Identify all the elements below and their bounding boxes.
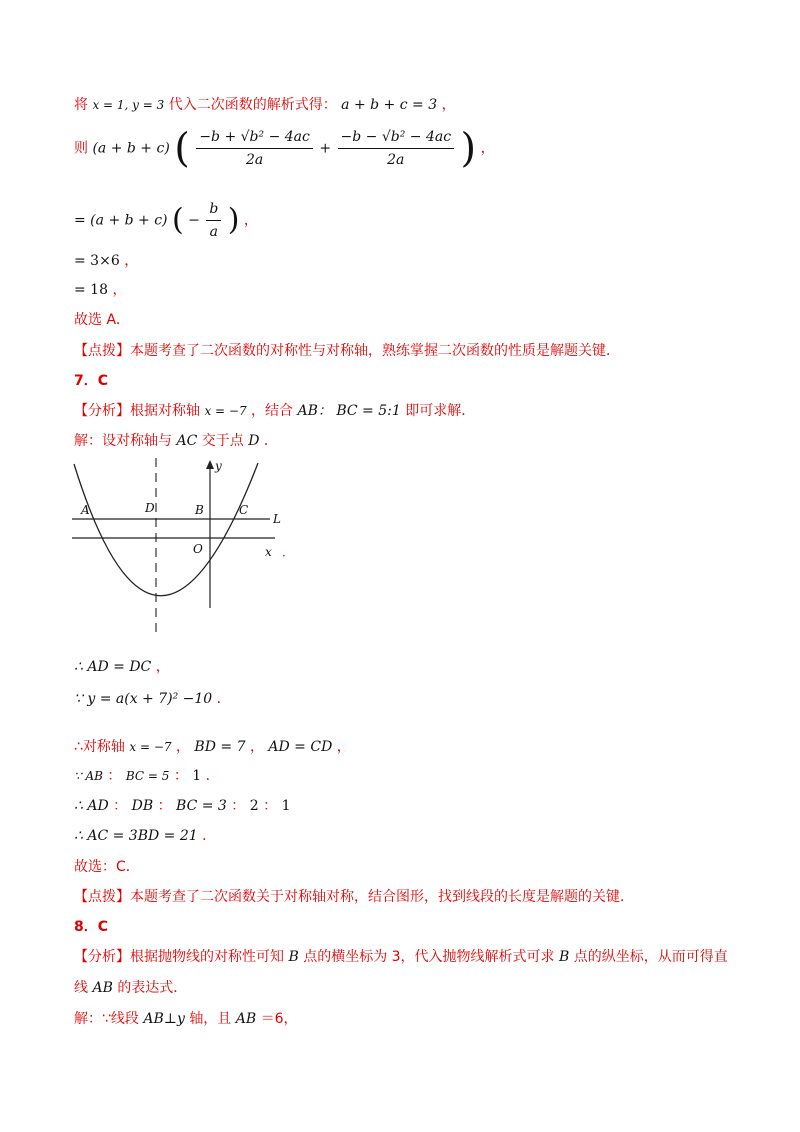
text: ： — [263, 798, 278, 814]
left-paren: ( — [174, 125, 190, 172]
text: 【分析】根据抛物线的对称性可知 — [74, 949, 284, 965]
text: 将 — [74, 97, 88, 113]
numerator: −b − √b² − 4ac — [338, 128, 455, 149]
text: 【点拨】本题考查了二次函数关于对称轴对称，结合图形，找到线段的长度是解题的关键． — [74, 889, 634, 905]
math-expr: ∴ AD — [74, 798, 109, 814]
plus-sign: + — [319, 140, 332, 157]
label-b: B — [195, 503, 204, 517]
math-expr: = (a + b + c) — [74, 212, 168, 229]
denominator: 2a — [387, 152, 405, 168]
line-analysis-8-cont — [74, 979, 187, 997]
math-expr: BC = 3 — [176, 798, 227, 814]
text: 解：设对称轴与 — [74, 433, 172, 449]
text: ， — [249, 739, 264, 755]
text: ． — [205, 768, 220, 784]
math-expr: ∵ y = a(x + 7)² −10 — [74, 691, 213, 707]
label-d: D — [145, 501, 155, 515]
numerator: −b + √b² − 4ac — [196, 128, 313, 149]
text: 轴，且 — [189, 1011, 232, 1027]
text: ： — [107, 768, 122, 784]
text: ： — [231, 798, 246, 814]
line-function — [74, 690, 231, 708]
math-expr: 1 — [281, 798, 291, 814]
math-expr: ∵ AB — [74, 769, 103, 783]
left-paren: ( — [171, 202, 184, 238]
math-expr: x = 1, y = 3 — [92, 98, 165, 112]
text: ． — [216, 691, 231, 707]
math-expr: AB： BC = 5:1 — [297, 403, 401, 419]
math-expr: x = −7 — [129, 740, 172, 754]
text: ： — [173, 768, 188, 784]
math-expr: B — [559, 949, 570, 965]
text: ． — [263, 433, 278, 449]
text: 故选：C． — [74, 859, 140, 875]
minus-sign: − — [188, 212, 200, 229]
line-hint-1 — [74, 342, 620, 360]
denominator: 2a — [245, 152, 264, 168]
text: ， — [336, 739, 351, 755]
question-7-answer — [74, 372, 108, 390]
right-paren: ) — [227, 202, 240, 238]
math-expr: AD = CD — [268, 739, 333, 755]
math-expr: = 3×6 — [74, 253, 120, 269]
text: 的表达式． — [117, 980, 188, 996]
denominator: a — [209, 224, 218, 240]
text: ∴对称轴 — [74, 739, 125, 755]
math-expr: x = −7 — [204, 404, 247, 418]
text: 线 — [74, 980, 88, 996]
line-symmetry — [74, 738, 351, 756]
line-ac-result — [74, 827, 216, 845]
text: ， — [441, 97, 456, 113]
text: ： — [157, 798, 172, 814]
line-ad-eq-dc — [74, 658, 170, 676]
text: ， — [112, 282, 127, 298]
text: 交于点 — [201, 433, 244, 449]
right-paren: ) — [460, 125, 477, 172]
text: 代入二次函数的解析式得： — [168, 97, 337, 113]
math-expr: ∴ AD = DC — [74, 659, 152, 675]
text: ，结合 — [251, 403, 294, 419]
label-y: y — [215, 459, 222, 473]
text: 7．C — [74, 373, 109, 389]
math-expr: D — [248, 433, 260, 449]
text: ： — [113, 798, 128, 814]
y-axis-arrow — [206, 460, 214, 469]
math-expr: BC = 5 — [125, 769, 170, 783]
figure-period: ． — [282, 545, 295, 559]
math-expr: AB — [235, 1011, 257, 1027]
fraction-root-1 — [196, 128, 313, 169]
line-solution-8 — [74, 1010, 298, 1028]
fraction-b-over-a — [206, 200, 221, 241]
label-o: O — [193, 542, 203, 556]
label-l: L — [273, 512, 281, 526]
text: 点的横坐标为 3，代入抛物线解析式可求 — [303, 949, 555, 965]
fraction-root-2 — [338, 128, 455, 169]
parabola-figure — [70, 458, 300, 638]
line-ratio-5-1 — [74, 767, 220, 785]
label-c: C — [239, 503, 249, 517]
math-expr: (a + b + c) — [92, 140, 170, 157]
line-18 — [74, 281, 126, 299]
line-hint-2 — [74, 888, 634, 906]
line-analysis-7 — [74, 402, 475, 420]
math-expr: B — [288, 949, 299, 965]
math-expr: DB — [131, 798, 154, 814]
text: 即可求解． — [405, 403, 476, 419]
math-expr: AC — [176, 433, 198, 449]
text: ， — [155, 659, 170, 675]
text: ， — [243, 212, 258, 229]
math-expr: BD = 7 — [194, 739, 246, 755]
line-solution-7 — [74, 432, 278, 450]
text: 【点拨】本题考查了二次函数的对称性与对称轴，熟练掌握二次函数的性质是解题关键． — [74, 343, 620, 359]
label-a: A — [81, 503, 90, 517]
numerator: b — [206, 200, 221, 221]
text: ， — [175, 739, 190, 755]
question-8-answer — [74, 918, 108, 936]
math-expr: 1 — [192, 768, 202, 784]
line-choose-c — [74, 858, 140, 876]
math-expr: ∴ AC = 3BD = 21 — [74, 828, 198, 844]
line-product-expression — [74, 125, 495, 172]
math-expr: = 18 — [74, 282, 108, 298]
text: ＝6， — [260, 1011, 298, 1027]
line-ratio-3-2-1 — [74, 797, 291, 815]
text: 点的纵坐标，从而可得直 — [573, 949, 728, 965]
text: 解：∵线段 — [74, 1011, 139, 1027]
math-expr: AB — [92, 980, 113, 996]
math-expr: a + b + c = 3 — [341, 97, 438, 113]
text: 【分析】根据对称轴 — [74, 403, 200, 419]
text: ． — [202, 828, 217, 844]
text: ， — [480, 140, 495, 157]
line-choose-a — [74, 311, 130, 329]
math-expr: AB⊥y — [143, 1011, 185, 1027]
line-3x6 — [74, 252, 138, 270]
parabola-curve — [74, 463, 258, 596]
text: 则 — [74, 140, 88, 157]
line-simplified — [74, 200, 258, 241]
text: 故选 A． — [74, 312, 131, 328]
label-x: x — [265, 545, 272, 559]
line-analysis-8 — [74, 948, 728, 966]
text: 8．C — [74, 919, 109, 935]
text: ， — [124, 253, 139, 269]
line-substitute — [74, 96, 456, 114]
math-expr: 2 — [249, 798, 259, 814]
